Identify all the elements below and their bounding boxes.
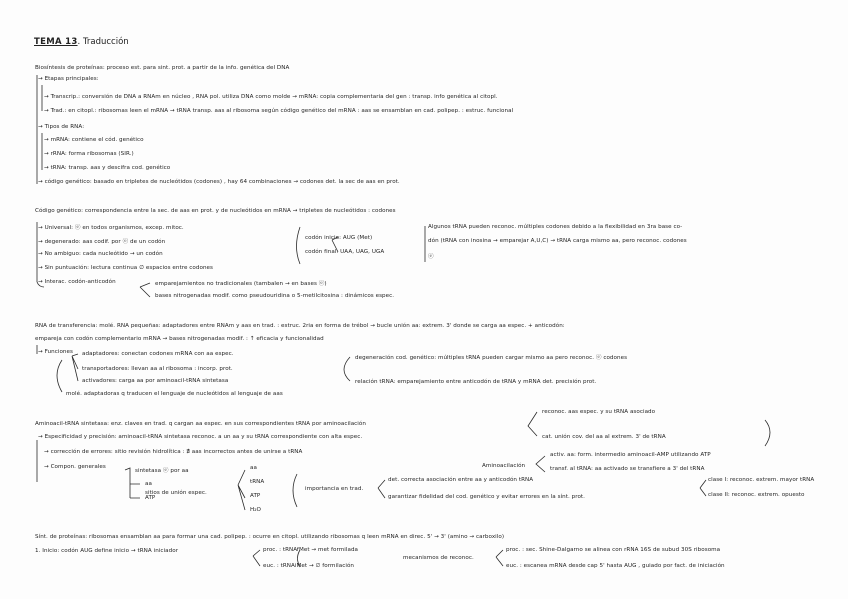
s4-class-one: clase I: reconoc. extrem. mayor tRNA (708, 477, 815, 483)
s5-eukaryote-initiator: euc. : tRNAiMet → ∅ formilación (263, 563, 355, 569)
s4-activation: activ. aa: form. intermedio aminoacil-AMP utilizando ATP (550, 452, 711, 458)
s3-functions-heading: → Funciones (38, 349, 73, 355)
topic-name: Traducción (82, 37, 129, 47)
s1-translation: → Trad.: en citopl.: ribosomas leen el mRNA → tRNA transp. aas al ribosoma según código genético del mRNA : aas se ensamblan en cad. polipep. : estruc. funcional (44, 108, 514, 114)
s5-eukaryote-recognition: euc. : escanea mRNA desde cap 5' hasta AUG , guiado por fact. de iniciación (506, 563, 725, 569)
s4-site-water: H₂O (250, 507, 262, 513)
s2-note-line1: Algunos tRNA pueden reconoc. múltiples codones debido a la flexibilidad en 3ra base co- (428, 224, 683, 230)
s4-components-heading: → Compon. generales (44, 464, 106, 470)
s4-correct-association: det. correcta asociación entre aa y anticodón tRNA (388, 477, 534, 483)
s4-class-two: clase II: reconoc. extrem. opuesto (708, 492, 805, 498)
s2-degenerate: → degenerado: aas codif. por ⓔ de un codón (38, 239, 166, 245)
s5-prokaryote-initiator: proc. : tRNAfMet → met formilada (263, 547, 359, 553)
s4-specificity: → Especificidad y precisión: aminoacil-tRNA sintetasa reconoc. a un aa y su tRNA correspondiente con alta espec. (38, 434, 363, 440)
s3-activators: activadores: carga aa por aminoacil-tRNA sintetasa (82, 378, 229, 384)
s1-intro: Biosíntesis de proteínas: proceso est. para sint. prot. a partir de la info. genética del DNA (35, 65, 290, 71)
s3-adapters: adaptadores: conectan codones mRNA con aa espec. (82, 351, 234, 357)
s2-modified-bases: bases nitrogenadas modif. como pseudouridina o 5-metilcitosina : dinámicos espec. (155, 293, 395, 299)
s2-codon-anticodon: → Interac. codón-anticodón (38, 279, 116, 285)
s1-stages-heading: → Etapas principales: (38, 76, 99, 82)
s2-unambiguous: → No ambiguo: cada nucleótido → un codón (38, 251, 163, 257)
s3-relation: relación tRNA: emparejamiento entre anticodón de tRNA y mRNA det. precisión prot. (355, 379, 597, 385)
s4-recognize: reconoc. aas espec. y su tRNA asociado (542, 409, 656, 415)
s5-recognition-label: mecanismos de reconoc. (403, 555, 474, 561)
s4-proofreading: → corrección de errores: sitio revisión hidrolítica : ∄ aas incorrectos antes de unirse a tRNA (44, 449, 303, 455)
s1-genetic-code: → código genético: basado en tripletes de nucleótidos (codones) , hay 64 combinaciones → codones det. la sec de aas en prot. (38, 179, 400, 185)
s2-definition: Código genético: correspondencia entre la sec. de aas en prot. y de nucleótidos en mRNA → tripletes de nucleótidos : codones (35, 208, 396, 214)
s3-transporters: transportadores: llevan aa al ribosoma : incorp. prot. (82, 366, 233, 372)
s4-one-per-aa: sintetasa ⓔ por aa (135, 468, 189, 474)
s3-degeneracy: degeneración cod. genético: múltiples tRNA pueden cargar mismo aa pero reconoc. ⓔ codones (355, 355, 628, 361)
s4-site-trna: tRNA (250, 479, 265, 485)
s2-universal: → Universal: ⓔ en todos organismos, excep. mitoc. (38, 225, 184, 231)
topic-number: TEMA 13 (34, 37, 78, 47)
s5-prokaryote-recognition: proc. : sec. Shine-Dalgarno se alinea con rRNA 16S de subud 30S ribosoma (506, 547, 721, 553)
s1-trna: → tRNA: transp. aas y descifra cod. genético (44, 165, 171, 171)
s4-site-aa: aa (250, 465, 257, 471)
s2-start-codon: codón inicio: AUG (Met) (305, 235, 373, 241)
s1-mrna: → mRNA: contiene el cód. genético (44, 137, 144, 143)
s4-definition: Aminoacil-tRNA sintetasa: enz. claves en trad. q cargan aa espec. en sus correspondientes tRNA por aminoacilación (35, 421, 366, 427)
s5-initiation: 1. Inicio: codón AUG define inicio → tRNA iniciador (35, 548, 179, 554)
s3-summary: molé. adaptadoras q traducen el lenguaje de nucleótidos al lenguaje de aas (66, 391, 283, 397)
s2-stop-codons: codón final: UAA, UAG, UGA (305, 249, 385, 255)
s2-note-line2: dón (tRNA con inosina → emparejar A,U,C) → tRNA carga mismo aa, pero reconoc. codones (428, 238, 687, 244)
title-separator: . (77, 37, 81, 47)
s4-transfer: transf. al tRNA: aa activado se transfiere a 3' del tRNA (550, 466, 705, 472)
s5-definition: Sínt. de proteínas: ribosomas ensamblan aa para formar una cad. polipep. : ocurre en citopl. utilizando ribosomas q leen mRNA en direc. 5' → 3' (amino → carboxilo) (35, 534, 505, 540)
s2-wobble: emparejamientos no tradicionales (tambalen → en bases ⓔ) (155, 281, 327, 287)
s2-note-line3: ⓔ (428, 254, 434, 260)
s4-binding-sites: sitios de unión espec. (145, 490, 207, 496)
s3-definition-line1: RNA de transferencia: molé. RNA pequeñas: adaptadores entre RNAm y aas en trad. : estruc. 2ria en forma de trébol → bucle unión aa: extrem. 3' donde se carga aa espec. + anticodón: (35, 323, 565, 329)
s4-component-aa: aa (145, 481, 152, 487)
s4-importance: importancia en trad. (305, 486, 364, 492)
s4-fidelity: garantizar fidelidad del cod. genético y evitar errores en la sínt. prot. (388, 494, 586, 500)
s4-component-atp: ATP (145, 495, 156, 501)
s2-no-punctuation: → Sin puntuación: lectura continua ∅ espacios entre codones (38, 265, 213, 271)
s4-covalent: cat. unión cov. del aa al extrem. 3' de tRNA (542, 434, 666, 440)
s1-rrna: → rRNA: forma ribosomas (SIR.) (44, 151, 134, 157)
s4-aminoacylation-label: Aminoacilación (482, 463, 526, 469)
s1-transcription: → Transcrip.: conversión de DNA a RNAm en núcleo , RNA pol. utiliza DNA como molde → mRNA: copia complementaria del gen : transp. info genética al citopl. (44, 94, 498, 100)
s1-rna-types-heading: → Tipos de RNA: (38, 124, 85, 130)
s3-definition-line2: empareja con codón complementario mRNA → bases nitrogenadas modif. : ↑ eficacia y funcionalidad (35, 336, 324, 342)
s4-site-atp: ATP (250, 493, 261, 499)
